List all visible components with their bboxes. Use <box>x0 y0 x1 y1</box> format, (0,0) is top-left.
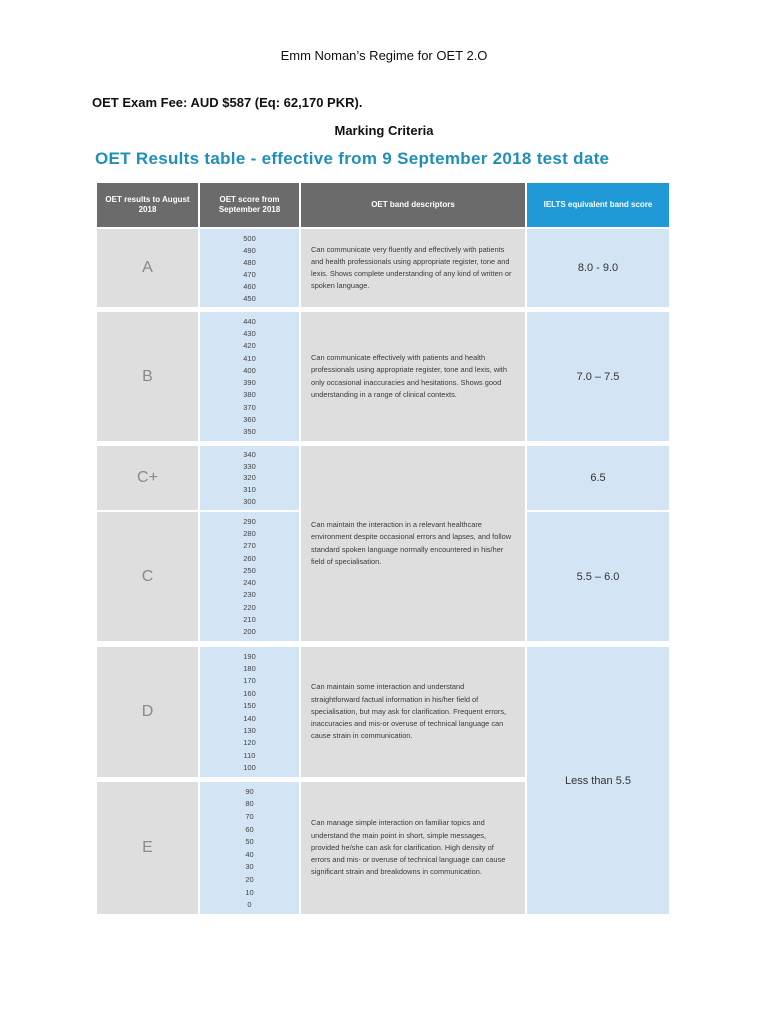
score-value: 90 <box>245 786 254 796</box>
score-value: 130 <box>243 726 256 736</box>
score-value: 20 <box>245 874 254 884</box>
score-value: 150 <box>243 701 256 711</box>
scores-grade-a <box>200 229 299 307</box>
score-value: 40 <box>245 849 254 859</box>
descriptor-grade-a: Can communicate very fluently and effectively with patients and health professionals using appropriate register, tone and lexis. Shows complete understanding of any kind of written or spoken language. <box>301 229 525 307</box>
score-value: 380 <box>243 390 256 400</box>
score-value: 140 <box>243 713 256 723</box>
score-value: 230 <box>243 590 256 600</box>
score-value: 110 <box>243 750 256 760</box>
ielts-grade-b: 7.0 – 7.5 <box>527 312 669 441</box>
score-value: 170 <box>243 676 256 686</box>
grade-b: B <box>97 312 198 441</box>
score-value: 50 <box>245 837 254 847</box>
descriptor-grade-c: Can maintain the interaction in a relevant healthcare environment despite occasional errors and lapses, and follow standard spoken language normally encountered in his/her field of specialisation. <box>301 446 525 641</box>
score-value: 390 <box>243 378 256 388</box>
score-value: 450 <box>243 293 256 303</box>
grade-c: C <box>97 512 198 641</box>
score-value: 160 <box>243 688 256 698</box>
score-value: 490 <box>243 245 256 255</box>
score-value: 280 <box>243 528 256 538</box>
oet-results-table <box>97 183 669 914</box>
score-value: 310 <box>243 485 256 495</box>
header-oet-results-to-august: OET results to August 2018 <box>97 183 198 227</box>
grade-a: A <box>97 229 198 307</box>
score-value: 270 <box>243 541 256 551</box>
score-value: 460 <box>243 281 256 291</box>
score-value: 120 <box>243 738 256 748</box>
exam-fee-line: OET Exam Fee: AUD $587 (Eq: 62,170 PKR). <box>92 95 363 110</box>
scores-grade-e <box>200 782 299 914</box>
scores-grade-c <box>200 512 299 641</box>
score-value: 290 <box>243 516 256 526</box>
score-value: 30 <box>245 862 254 872</box>
scores-grade-b <box>200 312 299 441</box>
score-value: 70 <box>245 811 254 821</box>
score-value: 430 <box>243 328 256 338</box>
document-title: Emm Noman’s Regime for OET 2.O <box>280 48 488 63</box>
score-value: 260 <box>243 553 256 563</box>
score-value: 500 <box>243 233 256 243</box>
score-value: 470 <box>243 269 256 279</box>
score-value: 220 <box>243 602 256 612</box>
score-value: 480 <box>243 257 256 267</box>
score-value: 240 <box>243 578 256 588</box>
score-value: 80 <box>245 799 254 809</box>
score-value: 10 <box>245 887 254 897</box>
scores-grade-d <box>200 647 299 777</box>
marking-criteria-heading: Marking Criteria <box>334 123 434 138</box>
score-value: 60 <box>245 824 254 834</box>
score-value: 420 <box>243 341 256 351</box>
score-value: 320 <box>243 473 256 483</box>
score-value: 300 <box>243 496 256 506</box>
descriptor-grade-b: Can communicate effectively with patients and health professionals using appropriate register, tone and lexis, with only occasional inaccuracies and hesitations. Shows good understanding in a range of clinical contexts. <box>301 312 525 441</box>
score-value: 190 <box>243 651 256 661</box>
ielts-grade-c-plus: 6.5 <box>527 446 669 510</box>
grade-d: D <box>97 647 198 777</box>
score-value: 350 <box>243 427 256 437</box>
score-value: 250 <box>243 565 256 575</box>
score-value: 370 <box>243 402 256 412</box>
score-value: 180 <box>243 664 256 674</box>
score-value: 100 <box>243 763 256 773</box>
ielts-grade-c: 5.5 – 6.0 <box>527 512 669 641</box>
score-value: 330 <box>243 461 256 471</box>
grade-e: E <box>97 782 198 914</box>
ielts-grade-a: 8.0 - 9.0 <box>527 229 669 307</box>
header-ielts-equivalent: IELTS equivalent band score <box>527 183 669 227</box>
descriptor-grade-d: Can maintain some interaction and understand straightforward factual information in his/her field of specialisation, but may ask for clarification. Frequent errors, inaccuracies and mis-or overuse of technical language can cause strain in communication. <box>301 647 525 777</box>
score-value: 360 <box>243 415 256 425</box>
score-value: 210 <box>243 615 256 625</box>
header-oet-score-from-september: OET score from September 2018 <box>200 183 299 227</box>
score-value: 410 <box>243 353 256 363</box>
header-band-descriptors: OET band descriptors <box>301 183 525 227</box>
ielts-grade-d-e: Less than 5.5 <box>527 647 669 914</box>
score-value: 400 <box>243 365 256 375</box>
score-value: 0 <box>247 900 252 910</box>
scores-grade-c-plus <box>200 446 299 510</box>
grade-c-plus: C+ <box>97 446 198 510</box>
score-value: 340 <box>243 450 256 460</box>
results-table-title: OET Results table - effective from 9 September 2018 test date <box>95 149 610 168</box>
score-value: 440 <box>243 316 256 326</box>
score-value: 200 <box>243 627 256 637</box>
descriptor-grade-e: Can manage simple interaction on familiar topics and understand the main point in short, simple messages, provided he/she can ask for clarification. High density of errors and mis- or overuse of technical language can cause significant strain and breakdowns in communication. <box>301 782 525 914</box>
